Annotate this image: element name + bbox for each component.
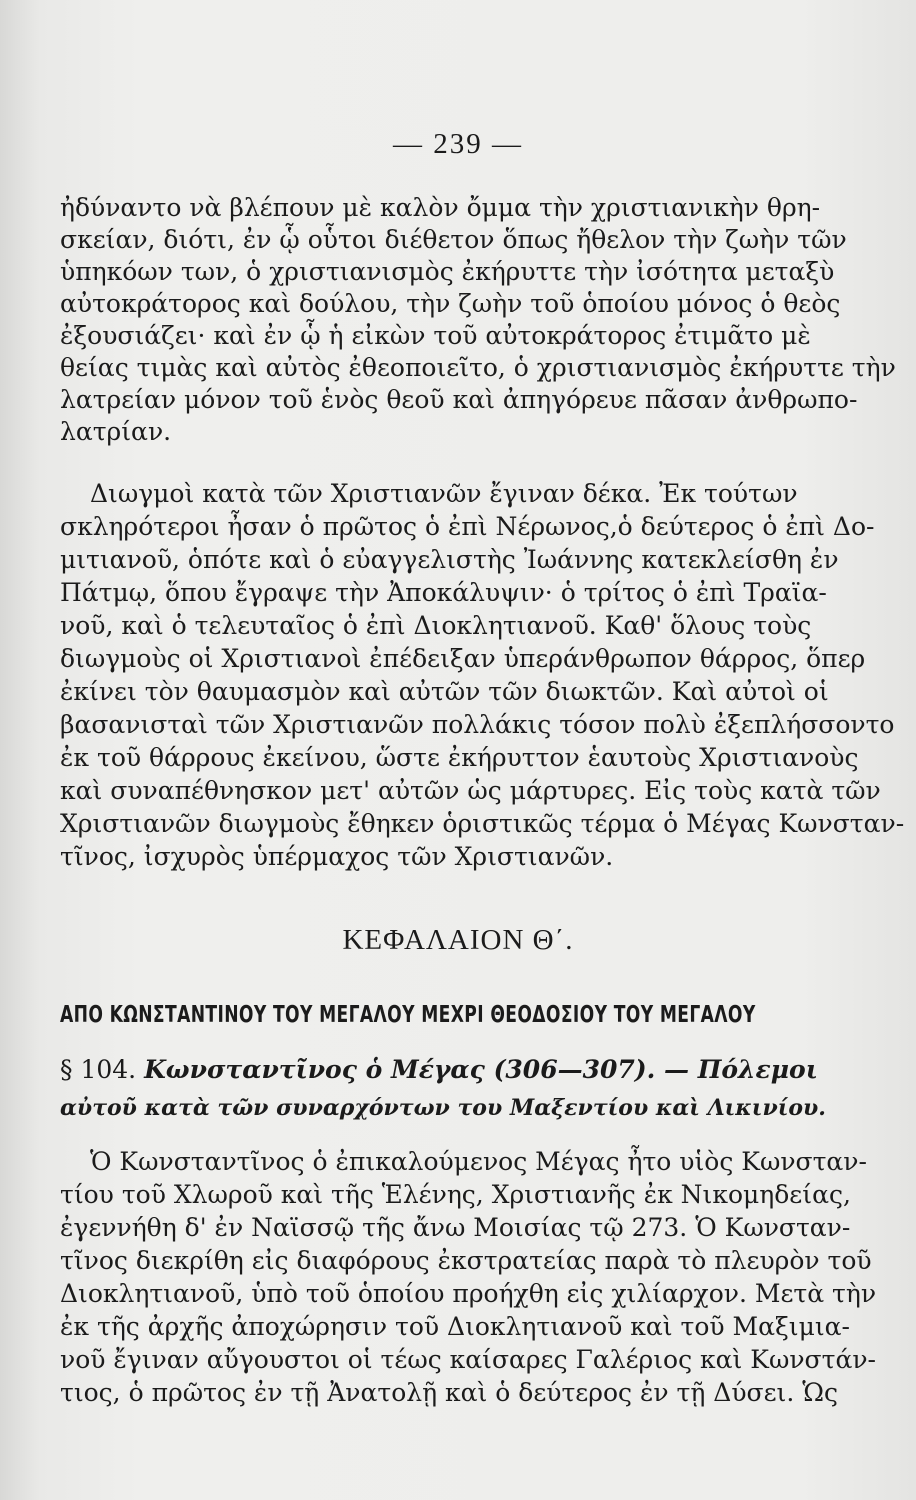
text-line: ἐκ τῆς ἀρχῆς ἀποχώρησιν τοῦ Διοκλητιανοῦ καὶ τοῦ Μαξιμια- bbox=[60, 1312, 850, 1341]
text-line: τίου τοῦ Χλωροῦ καὶ τῆς Ἑλένης, Χριστιανῆς ἐκ Νικομηδείας, bbox=[60, 1180, 851, 1209]
section-heading: ΑΠΟ ΚΩΝΣΤΑΝΤΙΝΟΥ ΤΟΥ ΜΕΓΑΛΟΥ ΜΕΧΡΙ ΘΕΟΔΟΣΙΟΥ ΤΟΥ ΜΕΓΑΛΟΥ bbox=[60, 1002, 756, 1028]
text-line: ἐγεννήθη δ' ἐν Ναϊσσῷ τῆς ἄνω Μοισίας τῷ 273. Ὁ Κωνσταν- bbox=[60, 1213, 851, 1242]
text-line: Ὁ Κωνσταντῖνος ὁ ἐπικαλούμενος Μέγας ἦτο υἱὸς Κωνσταν- bbox=[90, 1147, 867, 1176]
text-line: σκληρότεροι ἦσαν ὁ πρῶτος ὁ ἐπὶ Νέρωνος,ὁ δεύτερος ὁ ἐπὶ Δο- bbox=[60, 512, 875, 541]
chapter-title: ΚΕΦΑΛΑΙΟΝ Θ΄. bbox=[342, 924, 574, 956]
subsection-title-2: αὐτοῦ κατὰ τῶν συναρχόντων του Μαξεντίου καὶ Λικινίου. bbox=[60, 1095, 826, 1121]
text-line: Διωγμοὶ κατὰ τῶν Χριστιανῶν ἔγιναν δέκα. Ἐκ τούτων bbox=[90, 479, 798, 508]
page-number: — 239 — bbox=[393, 128, 523, 160]
subsection-title-1: Κωνσταντῖνος ὁ Μέγας (306—307). — Πόλεμοι bbox=[144, 1055, 818, 1084]
text-line: ἠδύναντο νὰ βλέπουν μὲ καλὸν ὄμμα τὴν χριστιανικὴν θρη- bbox=[60, 193, 821, 222]
text-line: Διοκλητιανοῦ, ὑπὸ τοῦ ὁποίου προήχθη εἰς χιλίαρχον. Μετὰ τὴν bbox=[60, 1279, 877, 1308]
text-line: τῖνος, ἰσχυρὸς ὑπέρμαχος τῶν Χριστιανῶν. bbox=[60, 842, 614, 871]
text-line: μιτιανοῦ, ὁπότε καὶ ὁ εὐαγγελιστὴς Ἰωάννης κατεκλείσθη ἐν bbox=[60, 545, 839, 574]
text-line: διωγμοὺς οἱ Χριστιανοὶ ἐπέδειξαν ὑπεράνθρωπον θάρρος, ὅπερ bbox=[60, 644, 866, 673]
text-line: τῖνος διεκρίθη εἰς διαφόρους ἐκστρατείας παρὰ τὸ πλευρὸν τοῦ bbox=[60, 1246, 872, 1275]
text-line: τιος, ὁ πρῶτος ἐν τῇ Ἀνατολῇ καὶ ὁ δεύτερος ἐν τῇ Δύσει. Ὡς bbox=[60, 1378, 838, 1407]
text-line: λατρείαν μόνον τοῦ ἑνὸς θεοῦ καὶ ἀπηγόρευε πᾶσαν ἀνθρωπο- bbox=[60, 385, 858, 414]
text-line: νοῦ, καὶ ὁ τελευταῖος ὁ ἐπὶ Διοκλητιανοῦ. Καθ' ὅλους τοὺς bbox=[60, 611, 812, 640]
text-line: λατρίαν. bbox=[60, 417, 172, 446]
text-line: αὐτοκράτορος καὶ δούλου, τὴν ζωὴν τοῦ ὁποίου μόνος ὁ θεὸς bbox=[60, 289, 841, 318]
text-line: βασανισταὶ τῶν Χριστιανῶν πολλάκις τόσον πολὺ ἐξεπλήσσοντο bbox=[60, 710, 895, 739]
text-line: ὑπηκόων των, ὁ χριστιανισμὸς ἐκήρυττε τὴν ἰσότητα μεταξὺ bbox=[60, 257, 835, 286]
text-line: ἐκ τοῦ θάρρους ἐκείνου, ὥστε ἐκήρυττον ἑαυτοὺς Χριστιανοὺς bbox=[60, 743, 859, 772]
text-line: ἐξουσιάζει· καὶ ἐν ᾧ ἡ εἰκὼν τοῦ αὐτοκράτορος ἐτιμᾶτο μὲ bbox=[60, 321, 811, 350]
text-line: ἐκίνει τὸν θαυμασμὸν καὶ αὐτῶν τῶν διωκτῶν. Καὶ αὐτοὶ οἱ bbox=[60, 677, 829, 706]
text-line: νοῦ ἔγιναν αὔγουστοι οἱ τέως καίσαρες Γαλέριος καὶ Κωνστάν- bbox=[60, 1345, 876, 1374]
text-line: Πάτμῳ, ὅπου ἔγραψε τὴν Ἀποκάλυψιν· ὁ τρίτος ὁ ἐπὶ Τραϊα- bbox=[60, 578, 827, 607]
subsection-number: § 104. bbox=[60, 1055, 137, 1084]
subsection-line-1 bbox=[60, 1054, 818, 1086]
text-line: θείας τιμὰς καὶ αὐτὸς ἐθεοποιεῖτο, ὁ χριστιανισμὸς ἐκήρυττε τὴν bbox=[60, 353, 896, 382]
text-line: καὶ συναπέθνησκον μετ' αὐτῶν ὡς μάρτυρες. Εἰς τοὺς κατὰ τῶν bbox=[60, 776, 881, 805]
text-line: Χριστιανῶν διωγμοὺς ἔθηκεν ὁριστικῶς τέρμα ὁ Μέγας Κωνσταν- bbox=[60, 809, 905, 838]
text-line: σκείαν, διότι, ἐν ᾧ οὗτοι διέθετον ὅπως ἤθελον τὴν ζωὴν τῶν bbox=[60, 225, 847, 254]
